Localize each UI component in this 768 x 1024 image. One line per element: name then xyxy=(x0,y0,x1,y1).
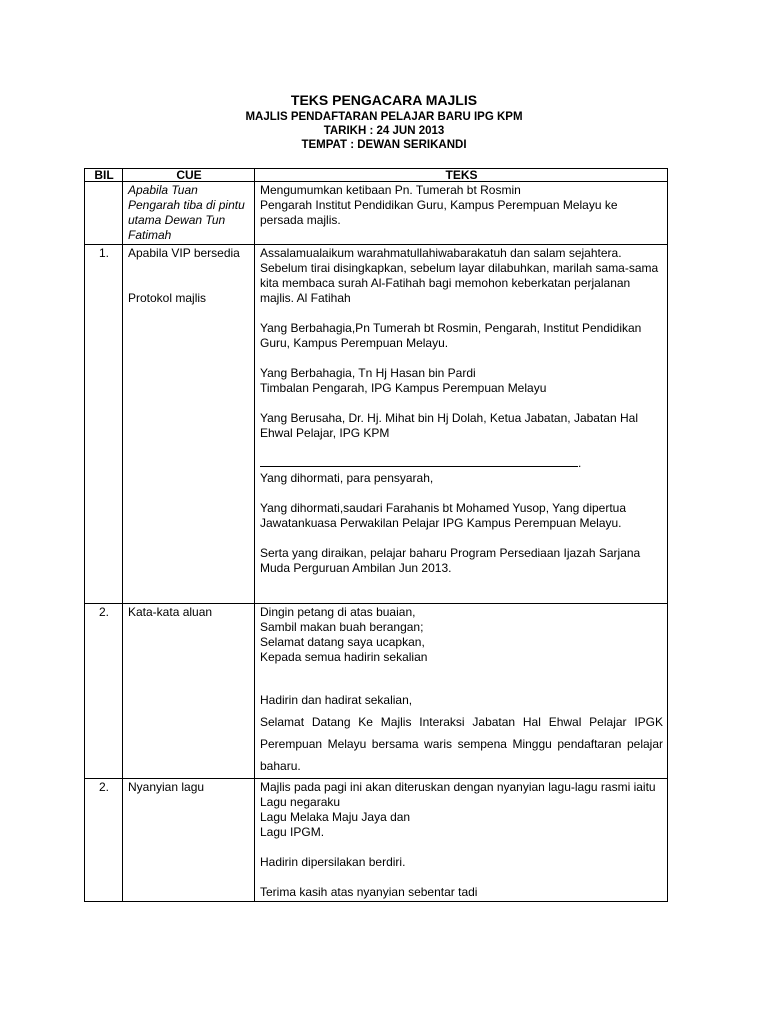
header-bil: BIL xyxy=(85,169,123,182)
welcome-paragraph: Selamat Datang Ke Majlis Interaksi Jabatan Hal Ehwal Pelajar IPGK Perempuan Melayu bersama waris sempena Minggu pendaftaran pelajar baharu. xyxy=(260,715,663,773)
cue-protocol: Protokol majlis xyxy=(128,291,207,305)
row-cue xyxy=(123,245,255,604)
protocol-deputy: Yang Berbahagia, Tn Hj Hasan bin Pardi Timbalan Pengarah, IPG Kampus Perempuan Melayu xyxy=(260,366,547,395)
row-text xyxy=(255,779,668,902)
row-cue: Nyanyian lagu xyxy=(123,779,255,902)
cue-vip-ready: Apabila VIP bersedia xyxy=(128,246,240,260)
table-header-row xyxy=(85,169,668,182)
row-cue: Apabila Tuan Pengarah tiba di pintu utama Dewan Tun Fatimah xyxy=(123,182,255,245)
row-text xyxy=(255,604,668,779)
header-cue: CUE xyxy=(123,169,255,182)
table-row xyxy=(85,245,668,604)
row-bil xyxy=(85,182,123,245)
row-text xyxy=(255,245,668,604)
table-row xyxy=(85,779,668,902)
header-teks: TEKS xyxy=(255,169,668,182)
table-row xyxy=(85,604,668,779)
protocol-lecturers: Yang dihormati, para pensyarah, xyxy=(260,471,434,485)
row-cue: Kata-kata aluan xyxy=(123,604,255,779)
stand-instruction: Hadirin dipersilakan berdiri. xyxy=(260,855,406,869)
pantun-verse: Dingin petang di atas buaian, Sambil makan buah berangan; Selamat datang saya ucapkan, Kepada semua hadirin sekalian xyxy=(260,605,428,664)
protocol-head-department: Yang Berusaha, Dr. Hj. Mihat bin Hj Dolah, Ketua Jabatan, Jabatan Hal Ehwal Pelajar, IPG KPM xyxy=(260,411,638,440)
document-title: TEKS PENGACARA MAJLIS xyxy=(290,92,478,108)
script-table xyxy=(84,168,668,902)
event-subtitle: MAJLIS PENDAFTARAN PELAJAR BARU IPG KPM xyxy=(245,111,523,123)
thanks-line: Terima kasih atas nyanyian sebentar tadi xyxy=(260,885,478,899)
row-bil: 1. xyxy=(85,245,123,604)
anthem-list: Majlis pada pagi ini akan diteruskan dengan nyanyian lagu-lagu rasmi iaitu Lagu negaraku Lagu Melaka Maju Jaya dan Lagu IPGM. xyxy=(260,780,656,839)
blank-line: . xyxy=(260,456,663,471)
protocol-student-rep: Yang dihormati,saudari Farahanis bt Mohamed Yusop, Yang dipertua Jawatankuasa Perwakilan Pelajar IPG Kampus Perempuan Melayu. xyxy=(260,501,627,530)
row-bil: 2. xyxy=(85,604,123,779)
protocol-new-students: Serta yang diraikan, pelajar baharu Program Persediaan Ijazah Sarjana Muda Perguruan Ambilan Jun 2013. xyxy=(260,546,641,575)
event-date: TARIKH : 24 JUN 2013 xyxy=(323,125,445,137)
opening-paragraph: Assalamualaikum warahmatullahiwabarakatuh dan salam sejahtera. Sebelum tirai disingkapkan, sebelum layar dilabuhkan, marilah sama-sama kita membaca surah Al-Fatihah bagi memohon keberkatan perjalanan majlis. Al Fatihah xyxy=(260,246,659,305)
row-text: Mengumumkan ketibaan Pn. Tumerah bt Rosmin Pengarah Institut Pendidikan Guru, Kampus Perempuan Melayu ke persada majlis. xyxy=(255,182,668,245)
row-bil: 2. xyxy=(85,779,123,902)
protocol-director: Yang Berbahagia,Pn Tumerah bt Rosmin, Pengarah, Institut Pendidikan Guru, Kampus Perempuan Melayu. xyxy=(260,321,642,350)
event-venue: TEMPAT : DEWAN SERIKANDI xyxy=(301,139,467,151)
greeting-line: Hadirin dan hadirat sekalian, xyxy=(260,693,413,707)
table-row xyxy=(85,182,668,245)
